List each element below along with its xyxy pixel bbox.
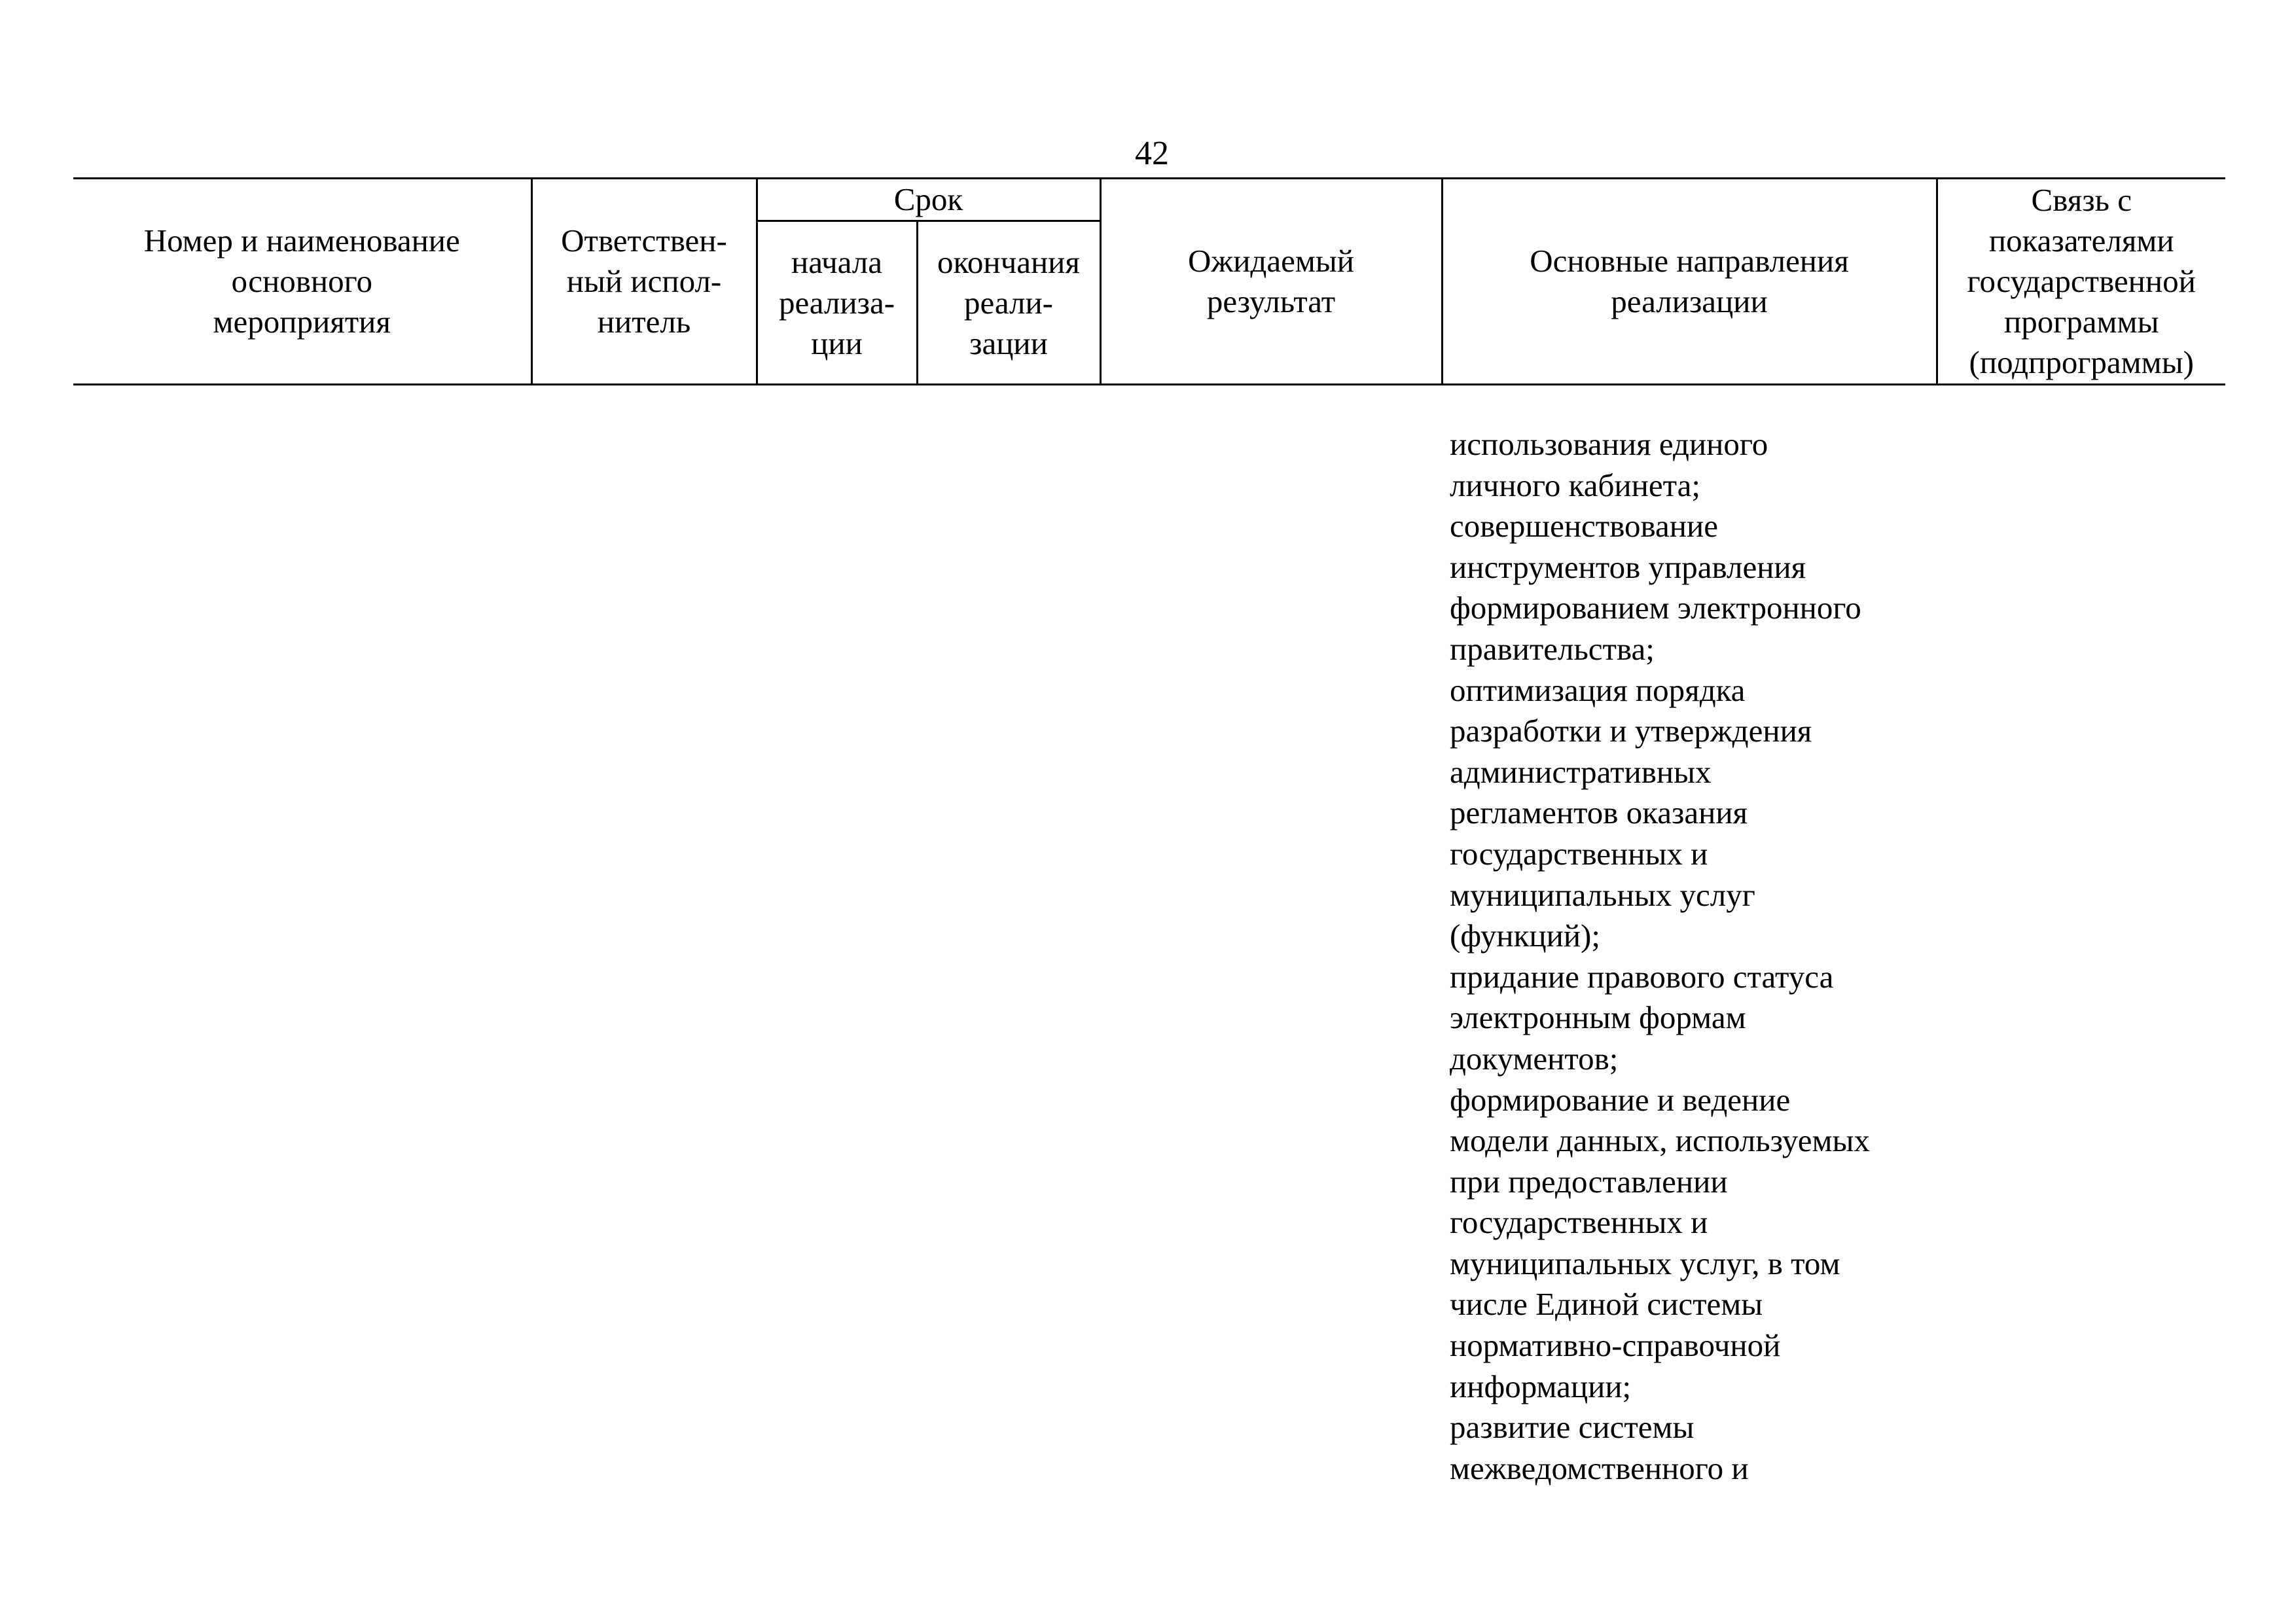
table-header xyxy=(73,177,2225,385)
directions-line: числе Единой системы xyxy=(1450,1286,1763,1323)
header-term-start: начала реализа- ции xyxy=(757,221,917,385)
directions-line: при предоставлении xyxy=(1450,1163,1728,1200)
header-executor: Ответствен- ный испол- нитель xyxy=(531,179,757,385)
directions-line: документов; xyxy=(1450,1040,1619,1077)
header-expected-result: Ожидаемый результат xyxy=(1100,179,1442,385)
header-term-group: Срок xyxy=(757,179,1100,221)
header-term-end: окончания реали- зации xyxy=(917,221,1100,385)
directions-line: личного кабинета; xyxy=(1450,467,1700,503)
directions-line: модели данных, используемых xyxy=(1450,1122,1870,1159)
directions-line: информации; xyxy=(1450,1368,1632,1404)
directions-line: развитие системы xyxy=(1450,1409,1695,1446)
main-directions-text xyxy=(1450,424,1947,1489)
directions-line: межведомственного и xyxy=(1450,1450,1749,1486)
directions-line: придание правового статуса xyxy=(1450,958,1834,995)
header-main-directions: Основные направления реализации xyxy=(1442,179,1937,385)
directions-line: инструментов управления xyxy=(1450,548,1806,585)
directions-line: правительства; xyxy=(1450,630,1655,667)
directions-line: формирование и ведение xyxy=(1450,1081,1791,1118)
directions-line: муниципальных услуг, в том xyxy=(1450,1245,1840,1281)
directions-line: формированием электронного xyxy=(1450,590,1861,626)
header-event-name: Номер и наименование основного мероприятия xyxy=(73,179,531,385)
directions-line: муниципальных услуг xyxy=(1450,876,1755,913)
directions-line: использования единого xyxy=(1450,426,1768,462)
directions-line: регламентов оказания xyxy=(1450,794,1748,831)
page-number: 42 xyxy=(1135,135,1169,172)
directions-line: совершенствование xyxy=(1450,508,1718,544)
directions-line: электронным формам xyxy=(1450,999,1746,1036)
directions-line: нормативно-справочной xyxy=(1450,1327,1781,1364)
header-indicators-link: Связь с показателями государственной программы (подпрограммы) xyxy=(1937,179,2225,385)
directions-line: государственных и xyxy=(1450,1204,1708,1241)
directions-line: оптимизация порядка xyxy=(1450,671,1746,708)
directions-line: административных xyxy=(1450,753,1712,790)
directions-line: разработки и утверждения xyxy=(1450,713,1812,749)
directions-line: государственных и xyxy=(1450,835,1708,872)
directions-line: (функций); xyxy=(1450,918,1600,954)
